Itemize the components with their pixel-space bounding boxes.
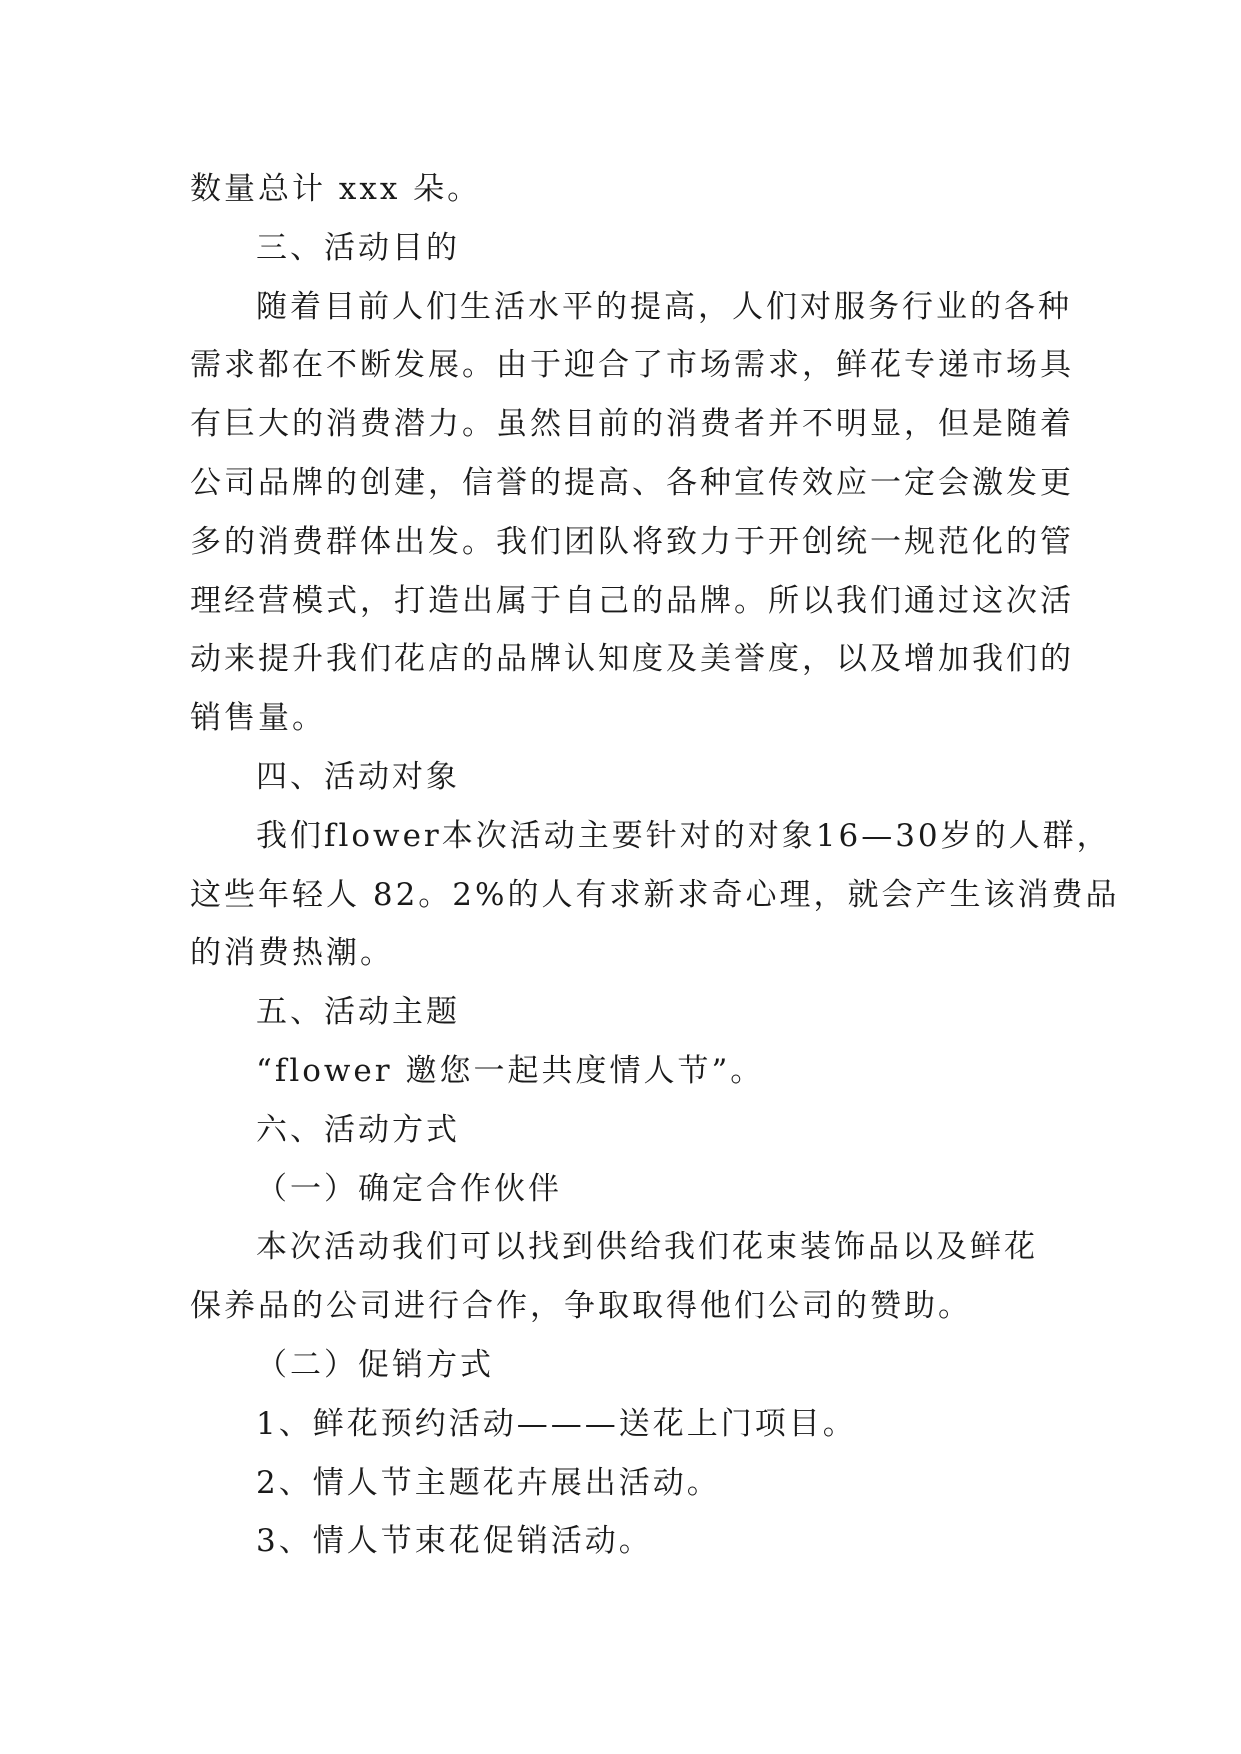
paragraph-line: 需求都在不断发展。由于迎合了市场需求，鲜花专递市场具 <box>190 347 1074 384</box>
paragraph-line: 销售量。 <box>190 700 326 737</box>
paragraph-line: 有巨大的消费潜力。虽然目前的消费者并不明显，但是随着 <box>190 406 1074 443</box>
theme-quote: “flower 邀您一起共度情人节”。 <box>256 1052 765 1089</box>
list-item: 3、情人节束花促销活动。 <box>256 1523 653 1560</box>
paragraph-line: 多的消费群体出发。我们团队将致力于开创统一规范化的管 <box>190 523 1074 560</box>
section-heading-audience: 四、活动对象 <box>256 758 460 795</box>
paragraph-line: 公司品牌的创建，信誉的提高、各种宣传效应一定会激发更 <box>190 464 1074 501</box>
paragraph-line: 保养品的公司进行合作，争取取得他们公司的赞助。 <box>190 1288 972 1325</box>
section-heading-theme: 五、活动主题 <box>256 994 460 1031</box>
paragraph-line: 数量总计 xxx 朵。 <box>190 171 482 207</box>
paragraph-line: 本次活动我们可以找到供给我们花束装饰品以及鲜花 <box>256 1229 1038 1266</box>
paragraph-line: 随着目前人们生活水平的提高，人们对服务行业的各种 <box>256 288 1072 325</box>
paragraph-line: 的消费热潮。 <box>190 935 394 972</box>
paragraph-line: 这些年轻人 82。2%的人有求新求奇心理，就会产生该消费品 <box>190 876 1120 913</box>
paragraph-line: 我们flower本次活动主要针对的对象16—30岁的人群， <box>256 817 1111 854</box>
subsection-heading-promotion: （二）促销方式 <box>256 1346 494 1383</box>
list-item: 1、鲜花预约活动———送花上门项目。 <box>256 1405 857 1442</box>
section-heading-purpose: 三、活动目的 <box>256 229 460 266</box>
list-item: 2、情人节主题花卉展出活动。 <box>256 1464 721 1501</box>
subsection-heading-partners: （一）确定合作伙伴 <box>256 1170 562 1207</box>
paragraph-line: 理经营模式，打造出属于自己的品牌。所以我们通过这次活 <box>190 582 1074 619</box>
document-body <box>190 160 1120 1571</box>
paragraph-line: 动来提升我们花店的品牌认知度及美誉度，以及增加我们的 <box>190 641 1074 678</box>
section-heading-method: 六、活动方式 <box>256 1111 460 1148</box>
